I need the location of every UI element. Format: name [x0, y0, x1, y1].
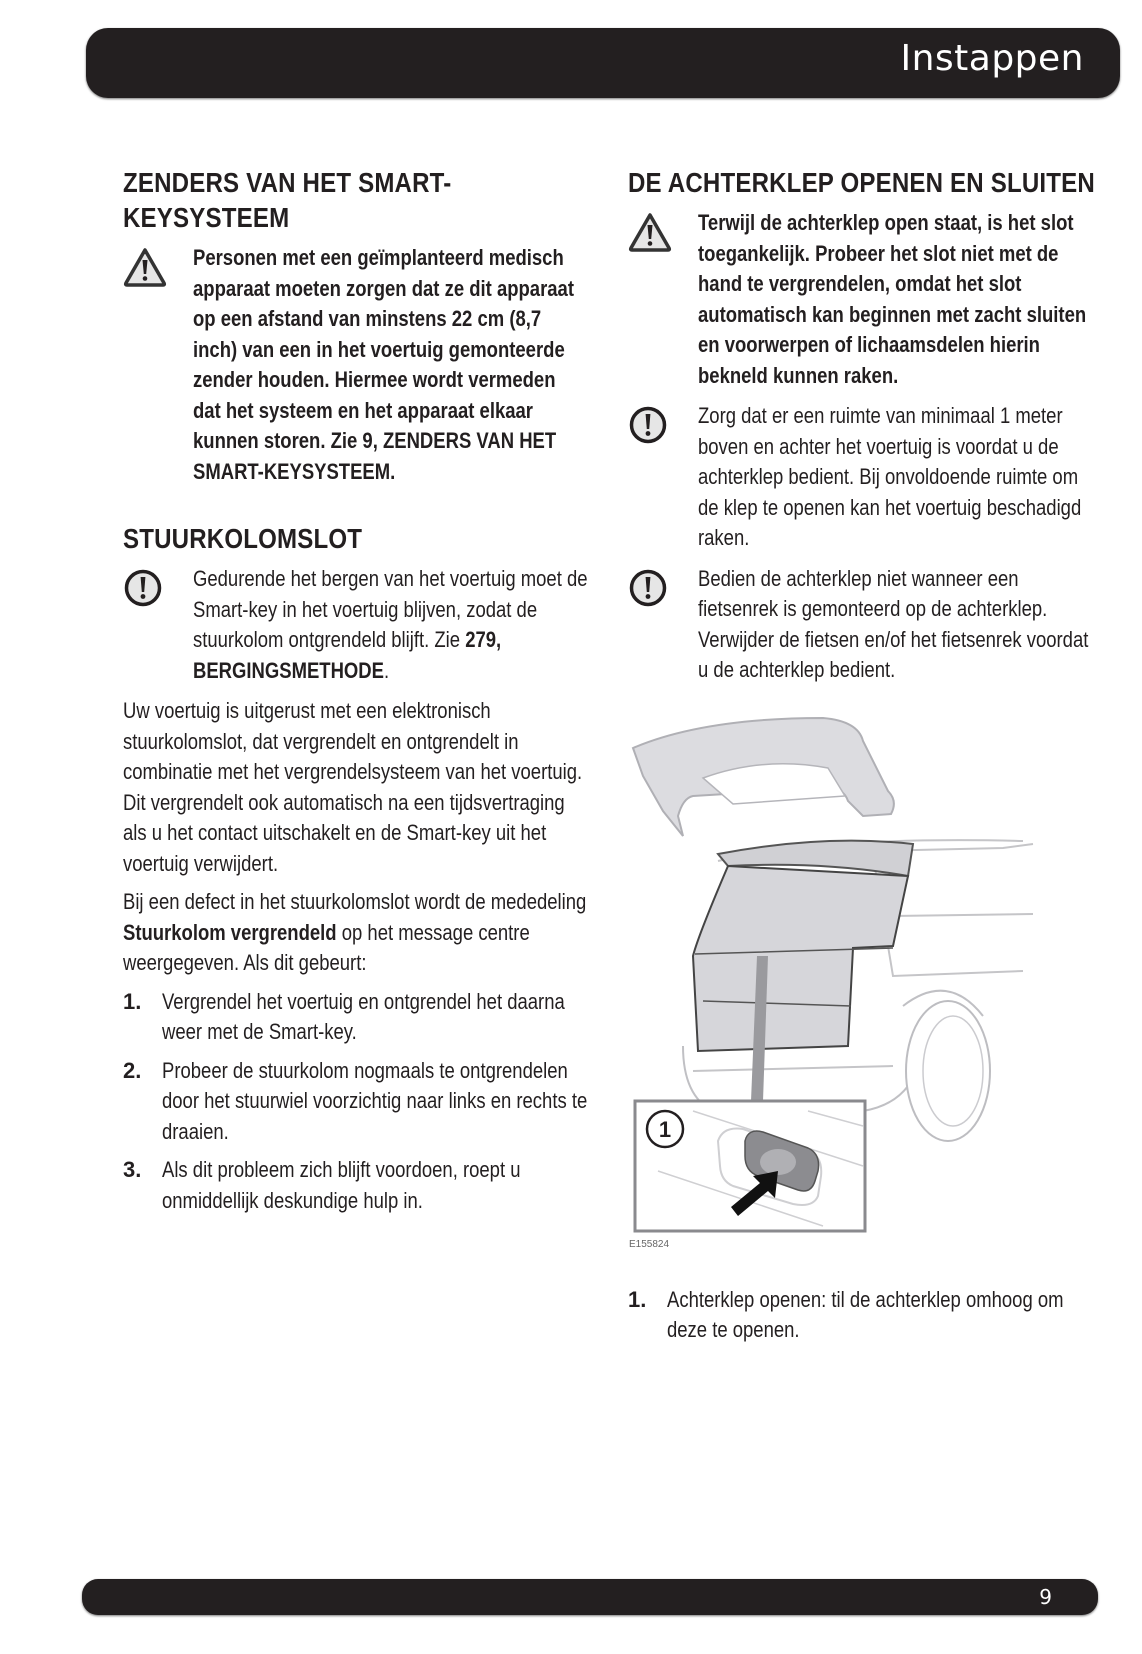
- left-column: [123, 165, 588, 1224]
- list-item: [123, 987, 588, 1048]
- car-rear-tailgate-open-image: [623, 716, 1043, 1236]
- section-title-tailgate: DE ACHTERKLEP OPENEN EN SLUITEN: [628, 167, 1095, 198]
- caution-note-bike-rack: [628, 564, 1090, 686]
- steps-list-steering-lock: [123, 987, 588, 1217]
- caution-text: Bedien de achterklep niet wanneer een fietsenrek is gemonteerd op de achterklep. Verwijder de fietsen en/of het fietsenrek voordat u de achterklep bedient.: [698, 565, 1089, 682]
- step-text: Vergrendel het voertuig en ontgrendel het daarna weer met de Smart-key.: [162, 988, 565, 1044]
- caution-text: Gedurende het bergen van het voertuig moet de Smart-key in het voertuig blijven, zodat de stuurkolom ontgrendeld blijft. Zie 279, BERGINGSMETHODE.: [193, 566, 588, 683]
- step-text: Als dit probleem zich blijft voordoen, roept u onmiddellijk deskundige hulp in.: [162, 1157, 521, 1213]
- step-text: Probeer de stuurkolom nogmaals te ontgrendelen door het stuurwiel voorzichtig naar links en rechts te draaien.: [162, 1057, 588, 1144]
- steps-list-tailgate: [628, 1285, 1090, 1346]
- warning-text: Terwijl de achterklep open staat, is het slot toegankelijk. Probeer het slot niet met de hand te vergrendelen, omdat het slot automatisch kan beginnen met zacht sluiten en voorwerpen of lichaamsdelen hierin bekneld kunnen raken.: [698, 210, 1087, 388]
- caution-note-storage: [123, 564, 588, 686]
- warning-triangle-icon: [123, 247, 167, 287]
- paragraph-defect: Bij een defect in het stuurkolomslot wordt de mededeling Stuurkolom vergrendeld op het message centre weergegeven. Als dit gebeurt:: [123, 889, 587, 975]
- list-item: [628, 1285, 1090, 1346]
- page-footer-bar: [82, 1579, 1098, 1615]
- step-text: Achterklep openen: til de achterklep omhoog om deze te openen.: [667, 1286, 1064, 1342]
- section-title-line-1: ZENDERS VAN HET SMART-: [123, 167, 452, 198]
- step-number: 1.: [628, 1286, 647, 1312]
- figure-code: E155824: [629, 1238, 670, 1250]
- right-column: [628, 165, 1095, 1354]
- section-title-steering-lock: STUURKOLOMSLOT: [123, 523, 363, 554]
- caution-circle-icon: [123, 568, 167, 608]
- page-number: 9: [1039, 1585, 1052, 1609]
- step-number: 3.: [123, 1157, 142, 1182]
- message-name: Stuurkolom vergrendeld: [123, 919, 337, 945]
- caution-note-clearance: [628, 401, 1090, 554]
- caution-circle-icon: [628, 405, 672, 445]
- caution-circle-icon: [628, 568, 672, 608]
- step-number: 1.: [123, 988, 142, 1014]
- section-title-line-2: KEYSYSTEEM: [123, 202, 290, 233]
- chapter-title: Instappen: [900, 38, 1084, 79]
- section-title-smart-key: [123, 165, 523, 235]
- caution-text: Zorg dat er een ruimte van minimaal 1 meter boven en achter het voertuig is voordat u de achterklep bedient. Bij onvoldoende ruimte om de klep te openen kan het voertuig beschadigd raken.: [698, 403, 1082, 550]
- warning-note-tailgate-lock: [628, 208, 1090, 391]
- step-number: 2.: [123, 1057, 142, 1083]
- chapter-header-bar: [86, 28, 1120, 98]
- list-item: [123, 1056, 588, 1148]
- cross-reference-link[interactable]: 279, BERGINGSMETHODE: [193, 627, 502, 683]
- paragraph-electronic-lock: Uw voertuig is uitgerust met een elektronisch stuurkolomslot, dat vergrendelt en ontgrendelt in combinatie met het vergrendelsysteem van het voertuig. Dit vergrendelt ook automatisch na een tijdsvertraging als u het contact uitschakelt en de Smart-key uit het voertuig verwijdert.: [123, 698, 583, 876]
- warning-triangle-icon: [628, 212, 672, 252]
- list-item: [123, 1155, 588, 1216]
- callout-number: 1: [658, 1116, 672, 1142]
- warning-text: Personen met een geïmplanteerd medisch apparaat moeten zorgen dat ze dit apparaat op een afstand van minstens 22 cm (8,7 inch) van een in het voertuig gemonteerde zender houden. Hiermee wordt vermeden dat het systeem en het apparaat elkaar kunnen storen. Zie 9, ZENDERS VAN HET SMART-KEYSYSTEEM.: [193, 245, 574, 484]
- tailgate-illustration: [623, 716, 1043, 1271]
- warning-note-medical-device: [123, 243, 588, 487]
